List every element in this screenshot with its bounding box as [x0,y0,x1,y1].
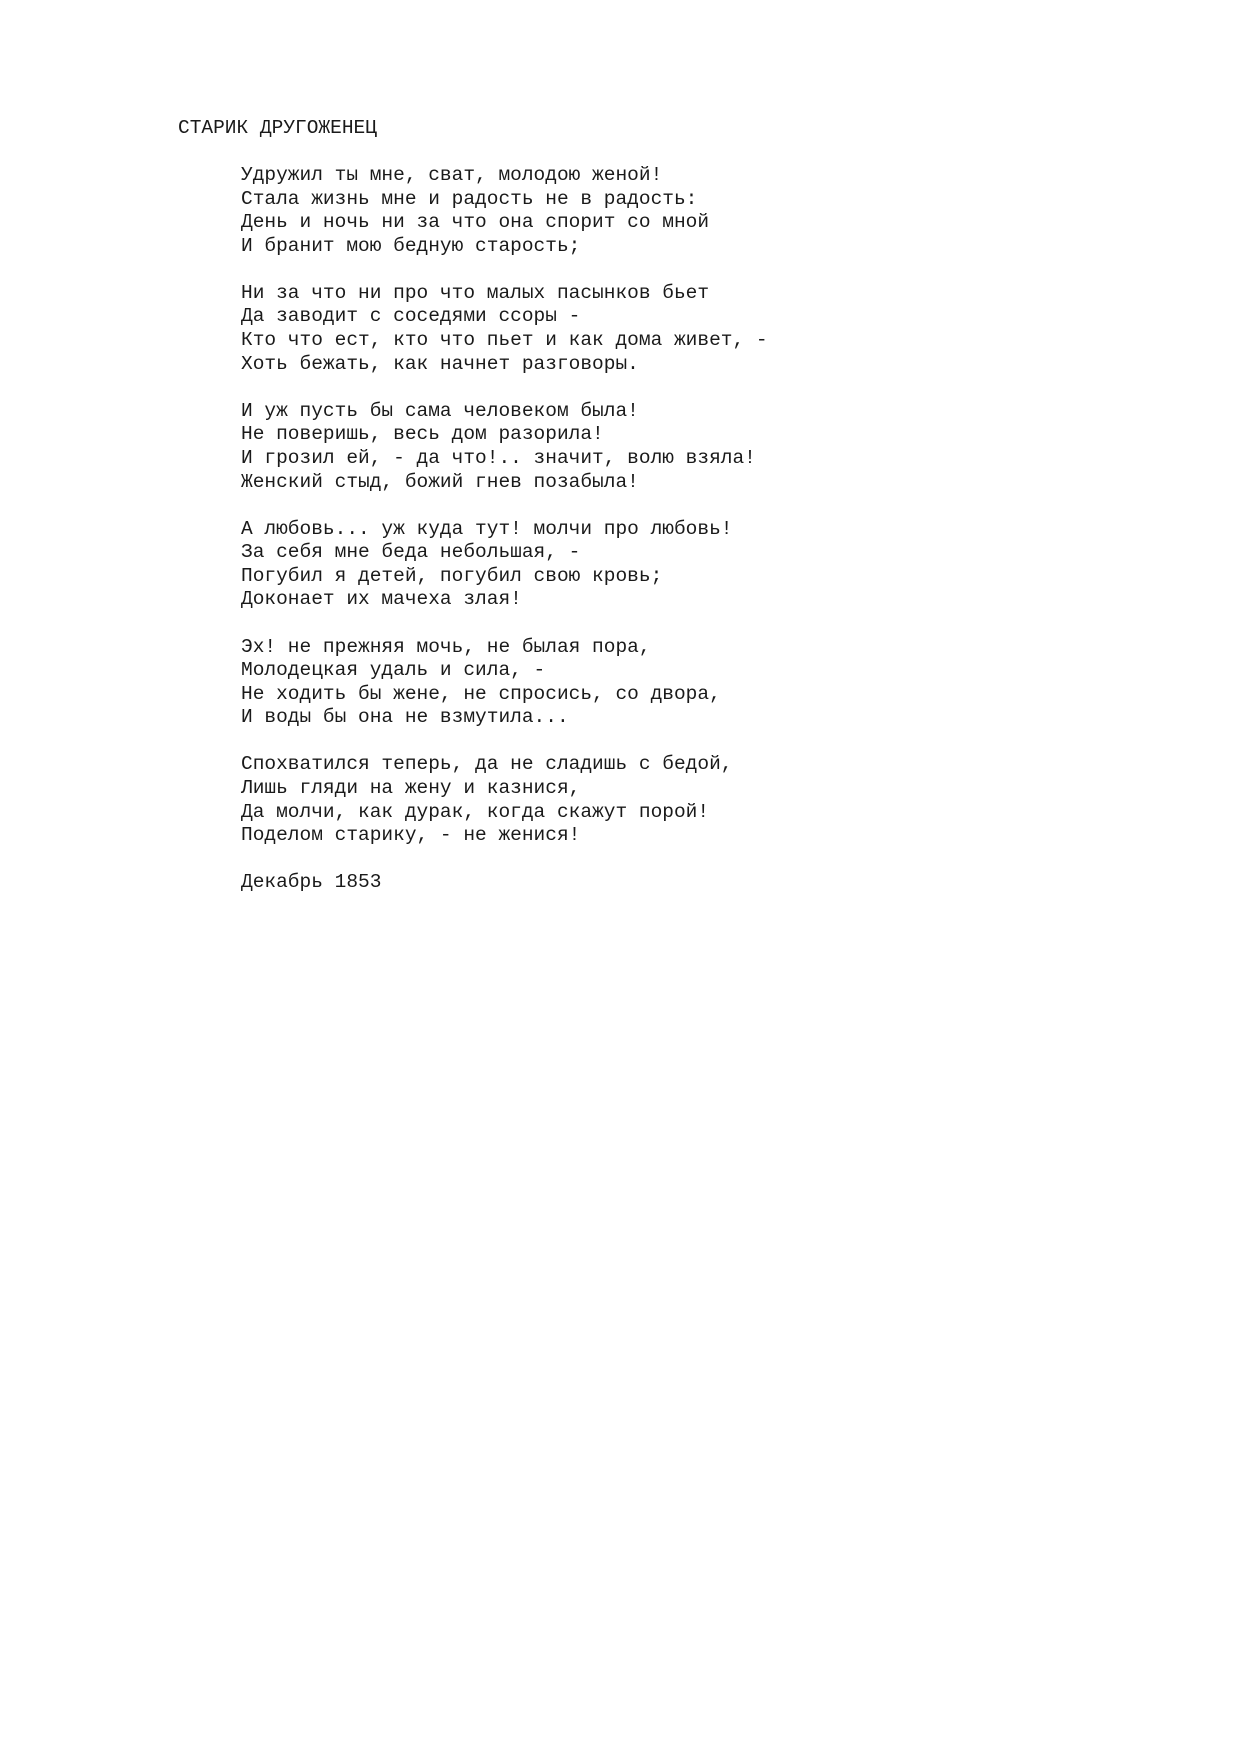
stanza-6 [241,753,1141,847]
poem-line: Удружил ты мне, сват, молодою женой! [241,164,663,186]
poem-line: Не ходить бы жене, не спросись, со двора, [241,682,721,705]
poem-line: Не поверишь, весь дом разорила! [241,423,604,446]
poem-line: Хоть бежать, как начнет разговоры. [241,352,639,375]
poem-line: Да молчи, как дурак, когда скажут порой! [241,800,710,823]
stanza-2 [241,282,1141,376]
poem-line: Стала жизнь мне и радость не в радость: [241,187,698,210]
stanza-3 [241,400,1141,494]
poem-line: Кто что ест, кто что пьет и как дома живет, - [241,329,768,352]
poem-line: Женский стыд, божий гнев позабыла! [241,470,639,493]
poem-date: Декабрь 1853 [241,871,382,894]
stanza-1 [241,164,1141,258]
poem-line: И уж пусть бы сама человеком была! [241,399,639,422]
stanza-4 [241,518,1141,612]
poem-line: А любовь... уж куда тут! молчи про любовь! [241,517,733,540]
poem-body [241,164,1141,895]
poem-line: Спохватился теперь, да не сладишь с бедой, [241,753,733,776]
poem-line: Ни за что ни про что малых пасынков бьет [241,281,710,304]
poem-line: Молодецкая удаль и сила, - [241,659,546,682]
poem-line: И бранит мою бедную старость; [241,234,581,257]
poem-line: Эх! не прежняя мочь, не былая пора, [241,635,651,658]
poem-line: День и ночь ни за что она спорит со мной [241,211,710,234]
poem-title: СТАРИК ДРУГОЖЕНЕЦ [178,117,377,139]
poem-line: И воды бы она не взмутила... [241,706,569,729]
poem-line: За себя мне беда небольшая, - [241,541,581,564]
poem-line: И грозил ей, - да что!.. значит, волю взяла! [241,446,756,469]
poem-line: Погубил я детей, погубил свою кровь; [241,564,663,587]
poem-line: Да заводит с соседями ссоры - [241,305,581,328]
poem-line: Доконает их мачеха злая! [241,588,522,611]
stanza-5 [241,636,1141,730]
poem-line: Поделом старику, - не женися! [241,824,581,847]
poem-line: Лишь гляди на жену и казнися, [241,776,581,799]
